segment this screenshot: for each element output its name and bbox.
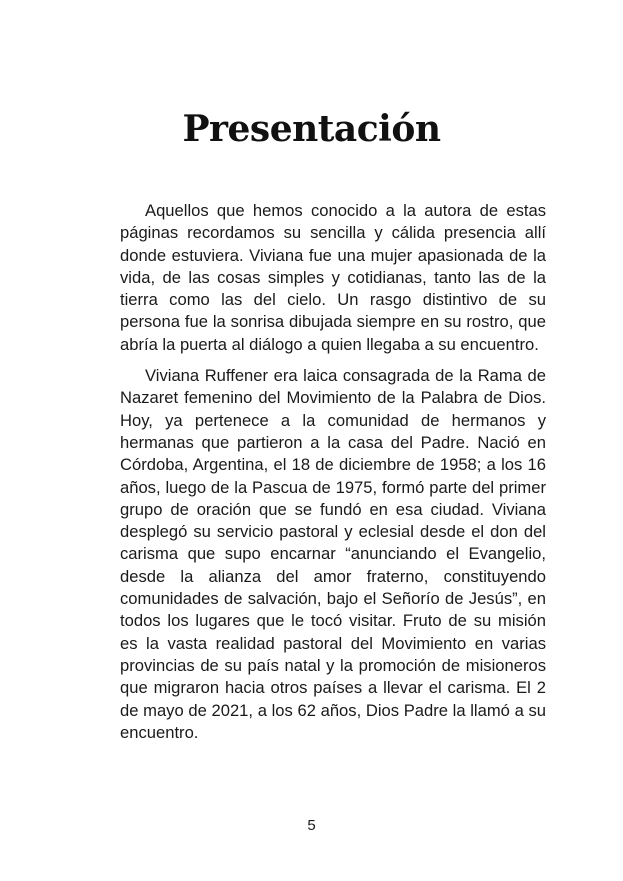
page-number: 5 bbox=[307, 817, 316, 834]
paragraph-1: Aquellos que hemos conocido a la autora de estas páginas recordamos su sencilla y cálida presencia allí donde estuviera. Viviana fue una mujer apasionada de la vida, de las cosas simples y cotidianas, tanto las de la tierra como las del cielo. Un rasgo distintivo de su persona fue la sonrisa dibujada siempre en su rostro, que abría la puerta al diálogo a quien llegaba a su encuentro. bbox=[120, 201, 546, 354]
body-text bbox=[120, 200, 546, 753]
paragraph-2: Viviana Ruffener era laica consagrada de la Rama de Nazaret femenino del Movimiento de la Palabra de Dios. Hoy, ya pertenece a la comunidad de hermanos y hermanas que partieron a la casa del Padre. Nació en Córdoba, Argentina, el 18 de diciembre de 1958; a los 16 años, luego de la Pascua de 1975, formó parte del primer grupo de oración que se fundó en esa ciudad. Viviana desplegó su servicio pastoral y eclesial desde el don del carisma que supo encarnar “anunciando el Evangelio, desde la alianza del amor fraterno, constituyendo comunidades de salvación, bajo el Señorío de Jesús”, en todos los lugares que le tocó visitar. Fruto de su misión es la vasta realidad pastoral del Movimiento en varias provincias de su país natal y la promoción de misioneros que migraron hacia otros países a llevar el carisma. El 2 de mayo de 2021, a los 62 años, Dios Padre la llamó a su encuentro. bbox=[120, 366, 546, 742]
page-title: Presentación bbox=[182, 108, 441, 150]
